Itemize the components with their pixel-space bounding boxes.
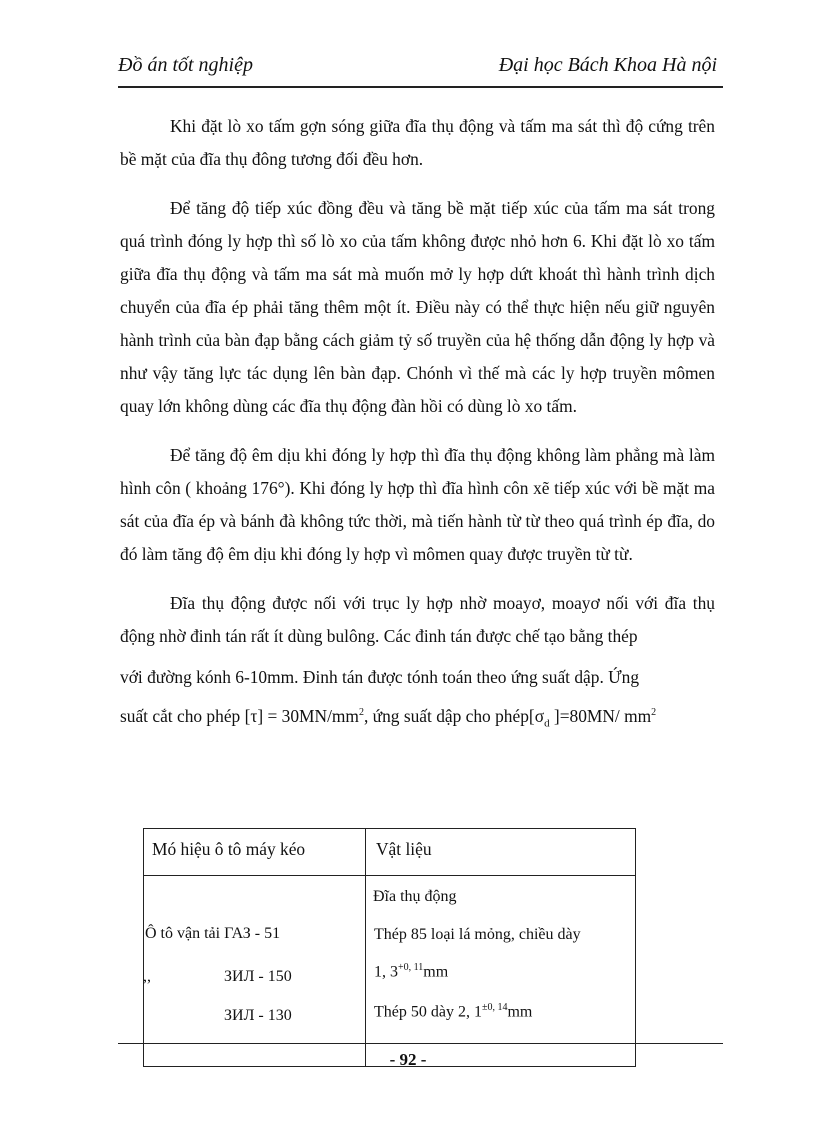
text-line: trên bề mặt của đĩa thụ đông tương đối đều hơn.	[120, 116, 715, 169]
subscript: d	[544, 717, 550, 730]
table-header-material: Vật liệu	[366, 829, 636, 876]
text-line: động đàn hồi có dùng lò xo tấm.	[351, 396, 577, 416]
superscript: 2	[358, 707, 364, 718]
text-line: Để tăng độ tiếp xúc đồng đều và tăng bề mặt tiếp xúc của tấm ma sát	[170, 198, 673, 218]
text-line: quay được truyền từ từ.	[469, 544, 633, 564]
material-disc: Đĩa thụ động	[373, 888, 457, 905]
text-line: của hệ thống dẫn động ly hợp và như vậy tăng lực tác dụng lên bàn đạp.	[120, 330, 716, 383]
steel50-text: Thép 50 dày 2, 1	[374, 1003, 482, 1021]
stress-text: , ứng suất dập cho phép[σ	[363, 705, 545, 726]
text-line: trong quá trình đóng ly hợp thì số lò xo của tấm không được nhỏ hơn 6. Khi	[120, 198, 715, 251]
header-left-title: Đồ án tốt nghiệp	[118, 54, 253, 76]
paragraph-1	[120, 110, 715, 176]
text-line: theo quá trình ép đĩa, do đó làm tăng độ êm dịu khi đóng ly hợp vì mômen	[120, 511, 715, 564]
header-right-title: Đại học Bách Khoa Hà nội	[498, 54, 717, 76]
text-line: thì hành trình dịch chuyển của đĩa ép phải tăng thêm một ít. Điều này có thể	[120, 264, 715, 317]
text-line: Khi đặt lò xo tấm gợn sóng giữa đĩa thụ động và tấm ma sát thì độ cứng	[170, 116, 683, 136]
vehicle-zil150: ЗИЛ - 150	[224, 968, 292, 985]
paragraph-5	[120, 659, 715, 741]
text-line: thực hiện nếu giữ nguyên hành trình của bàn đạp bằng cách giảm tỷ số truyền	[120, 297, 715, 350]
stress-text: ]=80MN/ mm	[549, 705, 652, 726]
text-line: thụ động nhờ đinh tán rất ít dùng bulông. Các đinh tán được chế tạo bằng thép	[120, 593, 715, 646]
page-header	[118, 48, 723, 88]
text-line: Để tăng độ êm dịu khi đóng ly hợp thì đĩa thụ động không làm phẳng	[170, 445, 659, 465]
ditto-mark: ,,	[143, 968, 151, 985]
body-text	[120, 110, 715, 757]
vehicle-gaz51: Ô tô vận tải ГАЗ - 51	[145, 925, 281, 942]
text-line: với đường kónh 6-10mm. Đinh tán được tónh toán theo ứng suất dập. Ứng	[120, 667, 640, 687]
text-line: đặt lò xo tấm giữa đĩa thụ động và tấm ma sát mà muốn mở ly hợp dứt khoát	[120, 231, 715, 284]
table-header-vehicle: Mó hiệu ô tô máy kéo	[144, 829, 366, 876]
tolerance: ±0, 14	[481, 1002, 508, 1013]
tolerance: +0, 11	[398, 962, 424, 973]
material-steel50	[374, 1002, 532, 1021]
text-line: với bề mặt ma sát của đĩa ép và bánh đà không tức thời, mà tiến hành từ từ	[120, 478, 715, 531]
paragraph-2	[120, 192, 715, 423]
paragraph-4	[120, 587, 715, 653]
unit: mm	[423, 963, 449, 981]
table-body-content	[143, 876, 643, 1022]
vehicle-zil130: ЗИЛ - 130	[224, 1007, 292, 1022]
text-line: Đĩa thụ động được nối với trục ly hợp nhờ moayơ, moayơ nối với đĩa	[170, 593, 687, 613]
material-thickness-1	[374, 962, 448, 981]
thickness-value: 1, 3	[374, 963, 398, 981]
text-line: mà làm hình côn ( khoảng 176°). Khi đóng ly hợp thì đĩa hình côn xẽ tiếp xúc	[120, 445, 715, 498]
unit: mm	[507, 1003, 533, 1021]
paragraph-3	[120, 439, 715, 571]
page-number: - 92 -	[389, 1050, 427, 1069]
footer-divider	[118, 1043, 723, 1044]
stress-line	[120, 695, 715, 741]
material-steel85: Thép 85 loại lá mỏng, chiều dày	[374, 926, 581, 943]
text-line: Chónh vì thế mà các ly hợp truyền mômen quay lớn không dùng các đĩa thụ	[120, 363, 715, 416]
superscript: 2	[651, 707, 657, 718]
stress-text: suất cắt cho phép [τ] = 30MN/mm	[120, 705, 359, 726]
